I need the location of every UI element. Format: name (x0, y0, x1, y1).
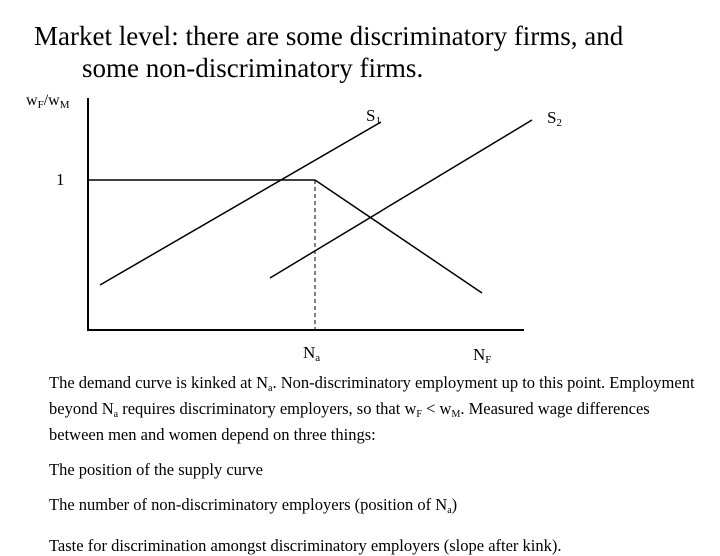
factor-item-1: The position of the supply curve (49, 460, 264, 479)
supply-curve-s1 (100, 122, 381, 285)
explanation-paragraph: The demand curve is kinked at $N_a$. Non-discriminatory employment up to this point. Employment beyond $N_a$ requires discriminatory employers, so that $w_F < w_M$. Measured wage differences between men and women depend on three things: (49, 373, 695, 444)
kink-label-na: $N_a$ (303, 343, 321, 364)
title-line-2: some non-discriminatory firms. (82, 53, 424, 83)
y-tick-label-1: 1 (56, 170, 65, 189)
factor-item-2: The number of non-discriminatory employers (position of $N_a$) (49, 495, 458, 516)
x-axis-label-nf: $N_F$ (473, 345, 492, 366)
supply-curve-s2 (270, 120, 532, 278)
y-axis-label: $w_F/w_M$ (26, 92, 70, 111)
explanation-text (49, 373, 699, 556)
supply-1-label: $S_1$ (366, 106, 381, 127)
factor-item-3: Taste for discrimination amongst discriminatory employers (slope after kink). (49, 536, 562, 555)
supply-2-label: $S_2$ (547, 108, 562, 129)
title-line-1: Market level: there are some discriminatory firms, and (34, 21, 624, 51)
